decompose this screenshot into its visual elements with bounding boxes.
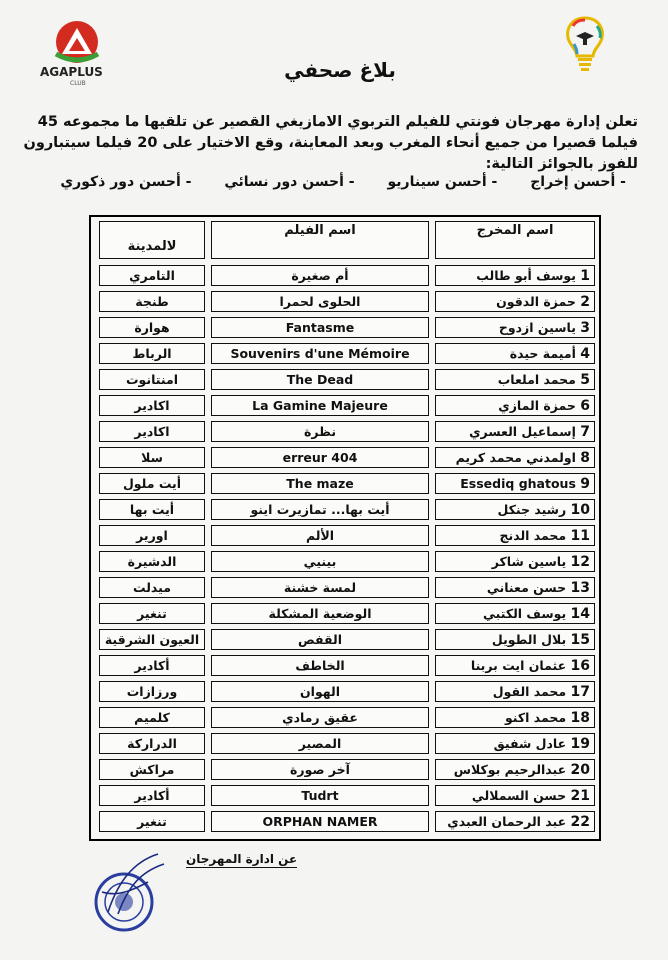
table-row [91,704,599,730]
prize-item: - أحسن سيناريو [387,174,498,190]
row-number: 5 [580,372,590,388]
director-cell [435,369,595,390]
stamp-seal-icon [88,852,168,934]
city-cell: تنغير [99,603,205,624]
film-title-cell: بينيي [211,551,429,572]
agaplus-emblem-icon [42,18,112,68]
city-cell: امنتانوت [99,369,205,390]
row-number: 3 [580,320,590,336]
director-cell [435,317,595,338]
director-cell [435,343,595,364]
city-cell: اكادير [99,421,205,442]
director-name: محمد املعاب [497,372,576,387]
table-row [91,652,599,678]
director-name: عادل شفيق [493,736,567,751]
director-name: يوسف أبو طالب [476,268,576,283]
director-cell [435,577,595,598]
city-cell: تنغير [99,811,205,832]
header-director: اسم المخرج [435,221,595,259]
table-row [91,392,599,418]
director-cell [435,395,595,416]
director-cell [435,629,595,650]
festival-stamp [88,852,168,934]
director-name: ياسين ازدوح [498,320,576,335]
row-number: 18 [570,710,590,726]
director-cell [435,759,595,780]
table-row [91,756,599,782]
director-cell [435,733,595,754]
director-cell [435,785,595,806]
row-number: 6 [580,398,590,414]
director-name: عبدالرحيم بوكلاس [453,762,567,777]
row-number: 16 [570,658,590,674]
row-number: 4 [580,346,590,362]
intro-paragraph: تعلن إدارة مهرجان فونتي للفيلم التربوي الامازيغي القصير عن تلقيها ما مجموعه 45 فيلما قصيرا من جميع أنحاء المغرب وبعد المعاينة، وقع الاختيار على 20 فيلما سيتبارون للفوز بالجوائز التالية: [23,114,638,172]
table-row [91,340,599,366]
row-number: 1 [580,268,590,284]
film-title-cell: لمسة خشنة [211,577,429,598]
prize-item: - أحسن دور نسائي [224,174,355,190]
row-number: 14 [570,606,590,622]
row-number: 19 [570,736,590,752]
director-cell [435,551,595,572]
city-cell: اكادير [99,395,205,416]
director-name: يوسف الكتبي [482,606,567,621]
film-title-cell: The Dead [211,369,429,390]
film-title-cell: Fantasme [211,317,429,338]
films-table [89,215,601,841]
film-title-cell: القفص [211,629,429,650]
row-number: 2 [580,294,590,310]
table-row [91,418,599,444]
table-row [91,496,599,522]
city-cell: أكادير [99,785,205,806]
festival-lightbulb-logo [560,14,610,74]
director-cell [435,265,595,286]
film-title-cell: المصير [211,733,429,754]
film-title-cell: الحلوى لحمرا [211,291,429,312]
header-film: اسم الفيلم [211,221,429,259]
city-cell: ورزازات [99,681,205,702]
director-name: اولمدني محمد كريم [455,450,576,465]
film-title-cell: نظرة [211,421,429,442]
table-row [91,262,599,288]
table-row [91,366,599,392]
director-name: محمد اكنو [504,710,567,725]
city-cell: أكادير [99,655,205,676]
director-name: ياسين شاكر [491,554,567,569]
city-cell: هوارة [99,317,205,338]
city-cell: طنجة [99,291,205,312]
row-number: 8 [580,450,590,466]
table-row [91,600,599,626]
agaplus-logo [42,18,112,93]
director-name: محمد القول [492,684,567,699]
city-cell: أيت بها [99,499,205,520]
row-number: 20 [570,762,590,778]
row-number: 21 [570,788,590,804]
row-number: 11 [570,528,590,544]
director-cell [435,811,595,832]
lightbulb-icon [560,14,610,74]
prize-item: - أحسن دور ذكوري [60,174,192,190]
table-row [91,314,599,340]
city-cell: الدراركة [99,733,205,754]
city-cell: أيت ملول [99,473,205,494]
city-cell: مراكش [99,759,205,780]
film-title-cell: عقيق رمادي [211,707,429,728]
film-title-cell: Souvenirs d'une Mémoire [211,343,429,364]
film-title-cell: erreur 404 [211,447,429,468]
table-header [91,217,599,261]
director-name: بلال الطويل [491,632,567,647]
city-cell: الدشيرة [99,551,205,572]
page-title: بلاغ صحفي [284,58,396,82]
director-cell [435,655,595,676]
row-number: 9 [580,476,590,492]
table-row [91,678,599,704]
logo-club-text: CLUB [70,80,86,87]
row-number: 7 [580,424,590,440]
director-cell [435,473,595,494]
director-name: عثمان ايت بربنا [470,658,567,673]
city-cell: سلا [99,447,205,468]
director-cell [435,447,595,468]
film-title-cell: La Gamine Majeure [211,395,429,416]
row-number: 17 [570,684,590,700]
table-row [91,522,599,548]
table-row [91,730,599,756]
city-cell: التامري [99,265,205,286]
table-row [91,444,599,470]
row-number: 22 [570,814,590,830]
table-row [91,288,599,314]
film-title-cell: الألم [211,525,429,546]
signature-label: عن ادارة المهرجان [186,852,298,866]
city-cell: الرباط [99,343,205,364]
film-title-cell: الخاطف [211,655,429,676]
table-row [91,626,599,652]
director-cell [435,421,595,442]
prize-list [32,174,626,190]
director-name: رشيد جنكل [497,502,567,517]
director-name: عبد الرحمان العبدي [447,814,567,829]
city-cell: ميدلت [99,577,205,598]
film-title-cell: ORPHAN NAMER [211,811,429,832]
row-number: 10 [570,502,590,518]
director-name: محمد الدنج [499,528,567,543]
director-name: Essediq ghatous [460,476,576,491]
row-number: 15 [570,632,590,648]
director-cell [435,291,595,312]
city-cell: اورير [99,525,205,546]
film-title-cell: The maze [211,473,429,494]
film-title-cell: الهوان [211,681,429,702]
film-title-cell: أم صغيرة [211,265,429,286]
table-row [91,782,599,808]
director-name: حمزة الدقون [496,294,576,309]
director-name: حسن السملالي [471,788,567,803]
city-cell: كلميم [99,707,205,728]
director-name: أميمة حيدة [509,346,576,361]
director-name: إسماعيل العسري [469,424,576,439]
director-cell [435,499,595,520]
film-title-cell: آخر صورة [211,759,429,780]
logo-brand-text: AGAPLUS [40,65,103,79]
director-name: حسن معناني [486,580,567,595]
table-row [91,470,599,496]
director-cell [435,603,595,624]
film-title-cell: أيت بها... تمازيرت اينو [211,499,429,520]
film-title-cell: الوضعية المشكلة [211,603,429,624]
director-name: حمزة المازي [498,398,576,413]
director-cell [435,707,595,728]
city-cell: العيون الشرقية [99,629,205,650]
table-row [91,574,599,600]
table-row [91,548,599,574]
director-cell [435,681,595,702]
prize-item: - أحسن إخراج [530,174,626,190]
director-cell [435,525,595,546]
row-number: 13 [570,580,590,596]
table-row [91,808,599,834]
header-city: لالمدينة [99,221,205,259]
row-number: 12 [570,554,590,570]
film-title-cell: Tudrt [211,785,429,806]
